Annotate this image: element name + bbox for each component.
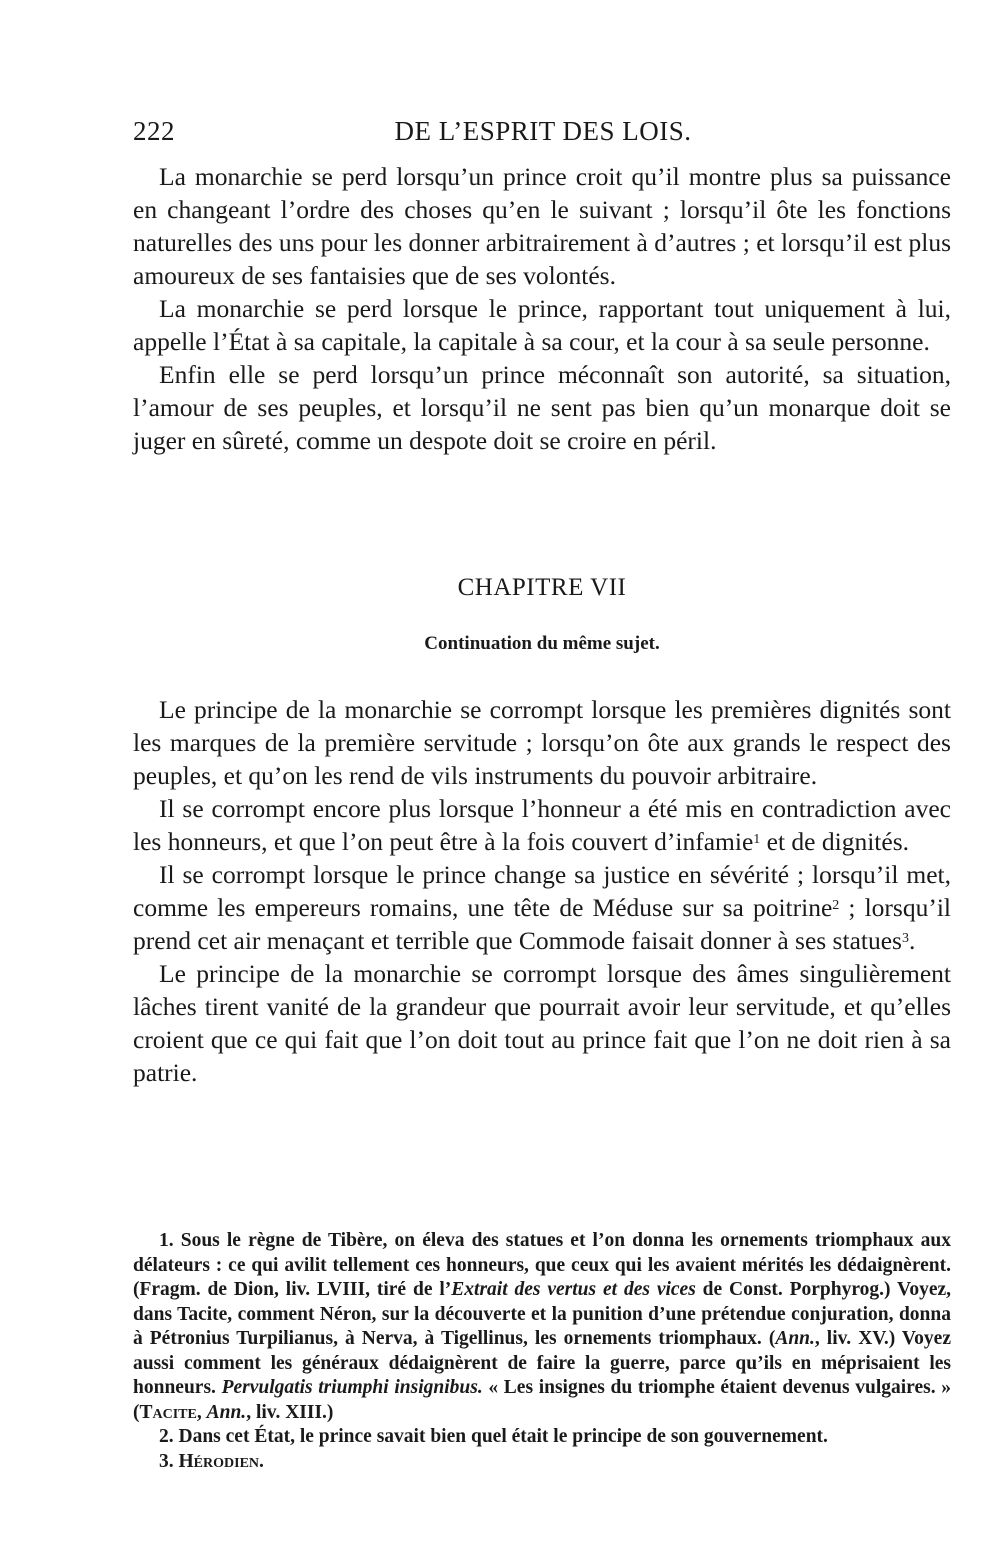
footnote-italic: Ann.: [775, 1328, 815, 1349]
paragraph-text: ; lorsqu’il prend cet air menaçant et terrible que Commode faisait donner à ses statues: [133, 893, 951, 955]
footnote-ref[interactable]: 3: [901, 931, 909, 946]
footnote-italic: Extrait des vertus et des vices: [451, 1279, 696, 1300]
section-1-text: [133, 160, 951, 457]
page-number: 222: [133, 116, 175, 146]
footnote-ref[interactable]: 1: [753, 832, 761, 847]
paragraph-text: Il se corrompt lorsque le prince change sa justice en sévérité ; lorsqu’il met, comme les empereurs romains, une tête de Méduse sur sa poitrine: [133, 860, 951, 922]
chapter-subtitle: Continuation du même sujet.: [424, 633, 660, 654]
footnote-number: 1.: [159, 1230, 174, 1251]
footnote-1: [133, 1229, 951, 1425]
page-header: [133, 108, 953, 152]
footnote-text: , liv. XV.) Voyez aussi comment les généraux dédaignèrent de faire la guerre, parce qu’ils en méprisaient les honneurs.: [133, 1328, 951, 1398]
footnote-text: , liv. XIII.): [246, 1401, 334, 1423]
footnote-text: Hérodien.: [173, 1450, 264, 1472]
running-title: DE L’ESPRIT DES LOIS.: [394, 116, 692, 146]
footnote-number: 3.: [159, 1450, 174, 1472]
footnote-text: Dans cet État, le prince savait bien quel était le principe de son gouvernement.: [173, 1426, 828, 1447]
paragraph: [133, 858, 951, 957]
paragraph: La monarchie se perd lorsque le prince, rapportant tout uniquement à lui, appelle l’État à sa capitale, la capitale à sa cour, et la cour à sa seule personne.: [133, 294, 951, 356]
footnote-text: Sous le règne de Tibère, on éleva des statues et l’on donna les ornements triomphaux aux délateurs : ce qui avilit tellement ces honneurs, que ceux qui les avaient mérités les dédaignèrent. (Fragm. de Dion, liv. LVIII, tiré de l’: [133, 1230, 951, 1300]
paragraph: Le principe de la monarchie se corrompt lorsque les premières dignités sont les marques de la première servitude ; lorsqu’on ôte aux grands le respect des peuples, et qu’on les rend de vils instruments du pouvoir arbitraire.: [133, 695, 951, 790]
footnote-text: ,: [196, 1401, 207, 1423]
chapter-title: CHAPITRE VII: [457, 574, 627, 601]
footnote-number: 2.: [159, 1426, 174, 1447]
footnote-smallcaps: Tacite: [139, 1401, 197, 1423]
paragraph: [133, 792, 951, 858]
paragraph: La monarchie se perd lorsqu’un prince croit qu’il montre plus sa puissance en changeant l’ordre des choses qu’en le suivant ; lorsqu’il ôte les fonctions naturelles des uns pour les donner arbitrairement à d’autres ; et lorsqu’il est plus amoureux de ses fantaisies que de ses volontés.: [133, 162, 951, 290]
paragraph-text: Il se corrompt encore plus lorsque l’honneur a été mis en contradiction avec les honneurs, et que l’on peut être à la fois couvert d’infamie: [133, 794, 951, 856]
footnote-italic: Ann.: [206, 1401, 247, 1423]
footnote-text: de Const. Porphyrog.) Voyez, dans Tacite, comment Néron, sur la découverte et la punition d’une prétendue conjuration, donna à Pétronius Turpilianus, à Nerva, à Tigellinus, les ornements triomphaux. (: [133, 1279, 951, 1349]
paragraph-text: .: [908, 926, 916, 955]
footnote-ref[interactable]: 2: [832, 898, 840, 913]
section-2-text: [133, 693, 951, 1089]
paragraph: Le principe de la monarchie se corrompt lorsque des âmes singulièrement lâches tirent vanité de la grandeur que pourrait avoir leur servitude, et qu’elles croient que ce qui fait que l’on doit tout au prince fait que l’on ne doit rien à sa patrie.: [133, 959, 951, 1087]
footnote-2: [133, 1425, 951, 1450]
footnote-italic: Pervulgatis triumphi insignibus.: [221, 1377, 483, 1398]
footnotes: [133, 1229, 951, 1474]
paragraph: Enfin elle se perd lorsqu’un prince méconnaît son autorité, sa situation, l’amour de ses peuples, et lorsqu’il ne sent pas bien qu’un monarque doit se juger en sûreté, comme un despote doit se croire en péril.: [133, 360, 951, 455]
footnote-text: « Les insignes du triomphe étaient devenus vulgaires. » (: [133, 1377, 951, 1423]
paragraph-text: et de dignités.: [760, 827, 909, 856]
footnote-3: [133, 1450, 951, 1475]
